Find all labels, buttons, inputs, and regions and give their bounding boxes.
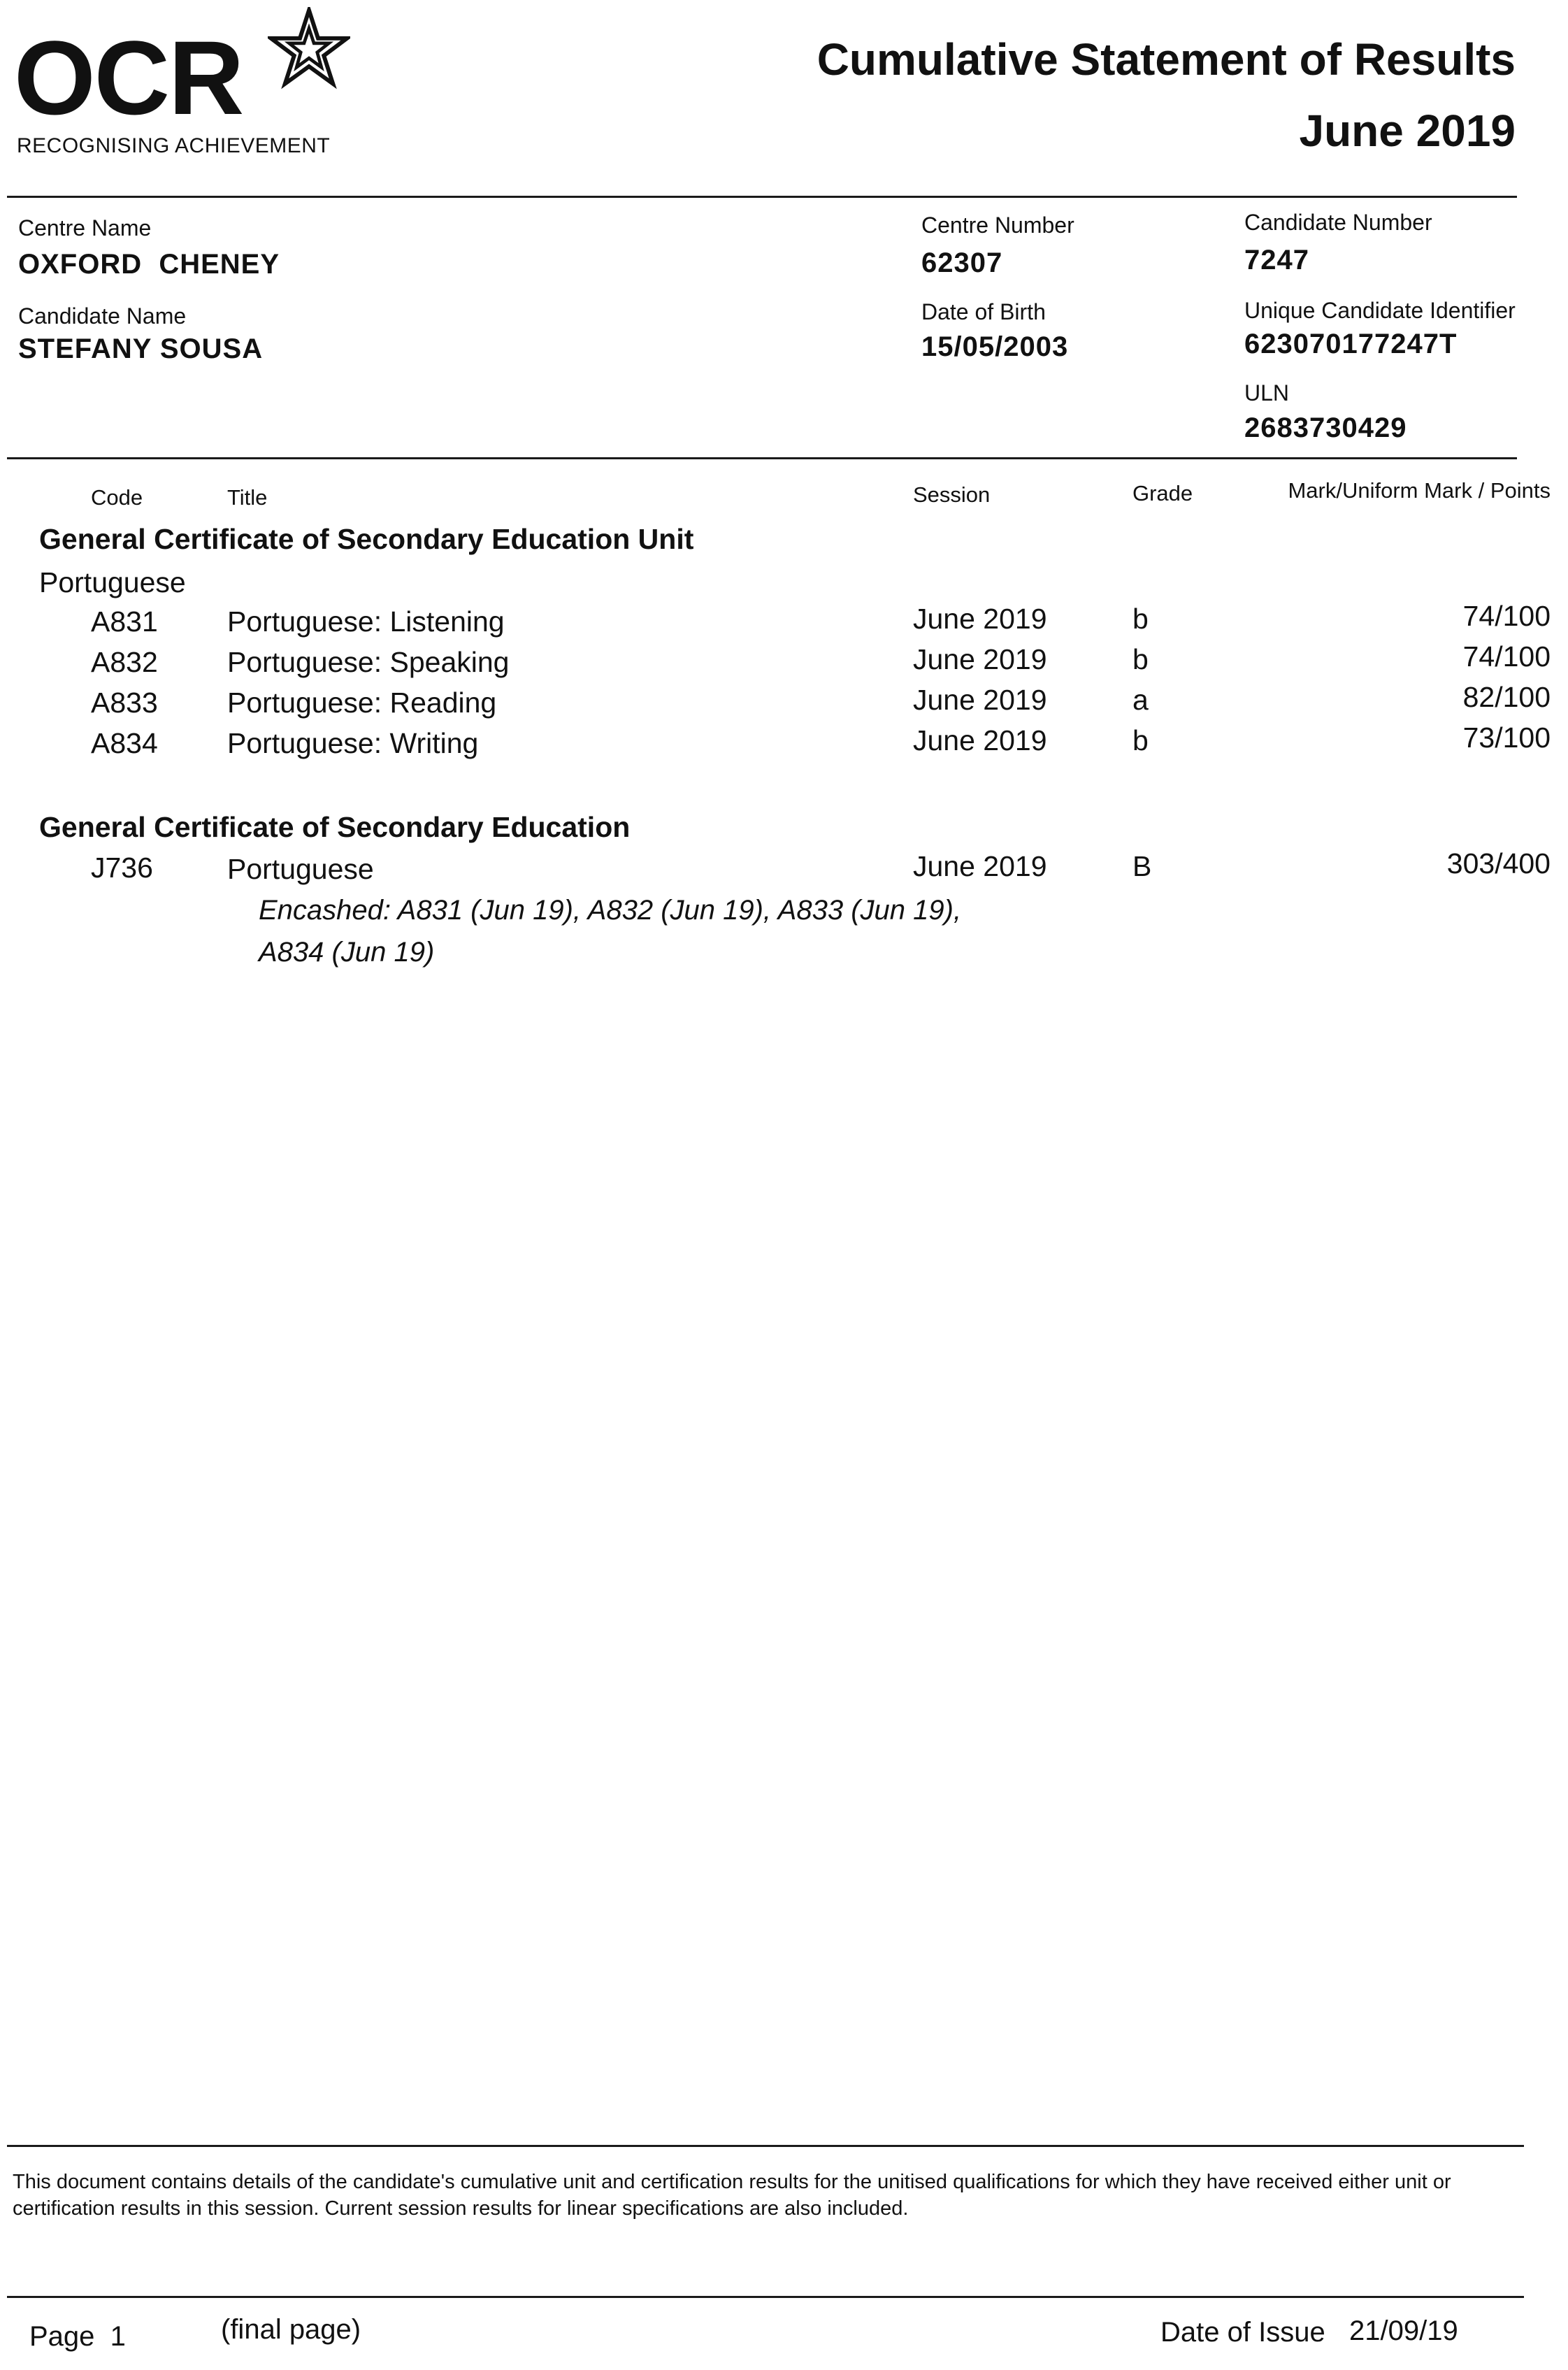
session-heading: June 2019 [1299, 106, 1516, 156]
row-title: Portuguese [227, 853, 374, 885]
dob-label: Date of Birth [921, 299, 1046, 324]
issue-date-value: 21/09/19 [1349, 2315, 1458, 2346]
row-mark: 303/400 [1446, 847, 1551, 879]
encashed-line-1: Encashed: A831 (Jun 19), A832 (Jun 19), A833 (Jun 19), [259, 895, 962, 926]
issue-date-label: Date of Issue [1160, 2317, 1325, 2348]
centre-number-label: Centre Number [921, 213, 1074, 238]
header-divider [7, 196, 1517, 198]
row-grade: b [1132, 603, 1149, 635]
row-session: June 2019 [913, 603, 1047, 635]
uln-label: ULN [1244, 380, 1290, 405]
candidate-name-label: Candidate Name [18, 303, 187, 329]
row-title: Portuguese: Writing [227, 727, 479, 759]
row-mark: 74/100 [1462, 600, 1551, 632]
candidate-name-value: STEFANY SOUSA [18, 333, 264, 364]
col-title-header: Title [227, 485, 268, 510]
row-mark: 73/100 [1462, 721, 1551, 754]
details-divider [7, 457, 1517, 459]
row-mark: 74/100 [1462, 640, 1551, 673]
col-code-header: Code [91, 485, 143, 510]
col-mark-header: Mark/Uniform Mark / Points [1288, 478, 1551, 503]
uci-value: 623070177247T [1244, 329, 1458, 359]
row-mark: 82/100 [1462, 681, 1551, 713]
row-grade: a [1132, 684, 1149, 716]
row-code: A832 [91, 646, 158, 678]
logo-tagline: RECOGNISING ACHIEVEMENT [17, 134, 331, 157]
star-icon [268, 7, 350, 89]
unit-section-heading: General Certificate of Secondary Education Unit [39, 523, 694, 555]
candidate-number-value: 7247 [1244, 245, 1309, 275]
uci-label: Unique Candidate Identifier [1244, 298, 1516, 323]
final-page-label: (final page) [221, 2314, 361, 2345]
encashed-line-2: A834 (Jun 19) [259, 937, 435, 968]
row-title: Portuguese: Speaking [227, 646, 510, 678]
row-code: A833 [91, 687, 158, 719]
row-grade: b [1132, 724, 1149, 756]
row-code: J736 [91, 852, 153, 884]
footer-note: This document contains details of the candidate's cumulative unit and certification results for the unitised qualifications for which they have received either unit or certification results in this session. Current session results for linear specifications are also included. [13, 2171, 1451, 2220]
row-title: Portuguese: Reading [227, 687, 497, 719]
uln-value: 2683730429 [1244, 412, 1407, 443]
row-session: June 2019 [913, 684, 1047, 716]
ocr-logo: OCR [14, 19, 243, 136]
col-grade-header: Grade [1132, 481, 1193, 505]
row-session: June 2019 [913, 724, 1047, 756]
dob-value: 15/05/2003 [921, 331, 1069, 362]
row-grade: b [1132, 643, 1149, 675]
centre-number-value: 62307 [921, 247, 1003, 278]
centre-name-label: Centre Name [18, 215, 152, 240]
bottom-divider [7, 2296, 1524, 2298]
row-session: June 2019 [913, 643, 1047, 675]
row-grade: B [1132, 850, 1152, 882]
footer-divider [7, 2145, 1524, 2147]
candidate-number-label: Candidate Number [1244, 210, 1432, 235]
cert-section-heading: General Certificate of Secondary Education [39, 811, 631, 843]
row-code: A831 [91, 605, 158, 638]
unit-subject: Portuguese [39, 566, 186, 598]
row-session: June 2019 [913, 850, 1047, 882]
document-title: Cumulative Statement of Results [817, 34, 1516, 85]
centre-name-value: OXFORD CHENEY [18, 249, 280, 280]
col-session-header: Session [913, 482, 991, 507]
row-code: A834 [91, 727, 158, 759]
page-number: Page 1 [29, 2321, 126, 2352]
row-title: Portuguese: Listening [227, 605, 505, 638]
